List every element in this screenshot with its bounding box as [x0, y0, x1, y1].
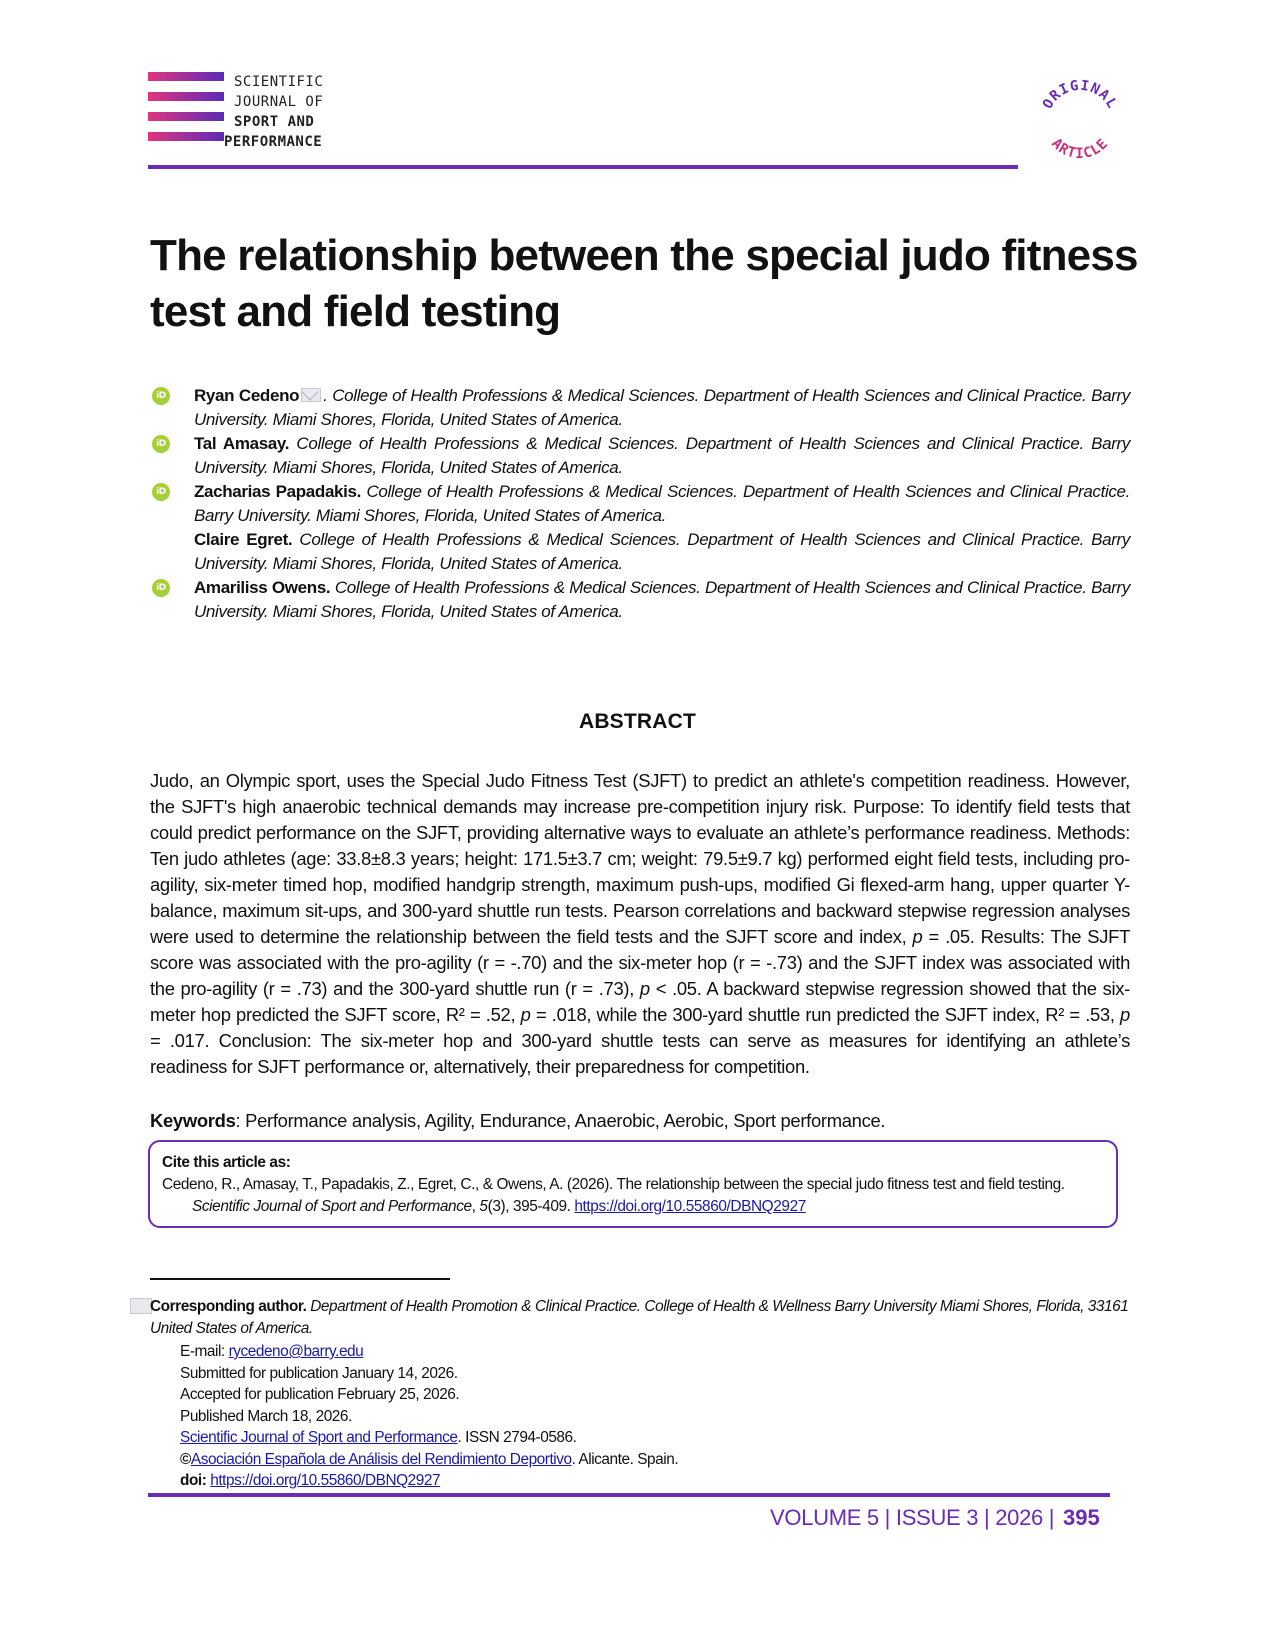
association-link[interactable]: Asociación Española de Análisis del Rendimiento Deportivo: [190, 1450, 572, 1468]
author-affiliation: College of Health Professions & Medical Sciences. Department of Health Sciences and Clinical Practice. Barry University. Miami Shores, Florida, United States of America.: [194, 434, 1130, 477]
issn-text: . ISSN 2794-0586.: [457, 1429, 577, 1446]
author-affiliation: College of Health Professions & Medical Sciences. Department of Health Sciences and Clinical Practice. Barry University. Miami Shores, Florida, United States of America.: [194, 482, 1130, 525]
author-name: Claire Egret.: [194, 530, 293, 549]
logo-line-3: SPORT AND: [234, 114, 315, 130]
citation-box: [148, 1140, 1118, 1228]
author-entry: [150, 576, 1130, 624]
author-affiliation: College of Health Professions & Medical Sciences. Department of Health Sciences and Clinical Practice. Barry University. Miami Shores, Florida, United States of America.: [194, 530, 1130, 573]
abstract-heading: ABSTRACT: [578, 710, 697, 733]
abstract-text: Judo, an Olympic sport, uses the Special Judo Fitness Test (SJFT) to predict an athlete's competition readiness. However, the SJFT's high anaerobic technical demands may increase pre-competition injury risk. Purpose: To identify field tests that could predict performance on the SJFT, providing alternative ways to evaluate an athlete’s performance readiness. Methods: Ten judo athletes (age: 33.8±8.3 years; height: 171.5±3.7 cm; weight: 79.5±9.7 kg) performed eight field tests, including pro-agility, six-meter timed hop, modified handgrip strength, maximum push-ups, modified Gi flexed-arm hang, upper quarter Y-balance, maximum sit-ups, and 300-yard shuttle run tests. Pearson correlations and backward stepwise regression analyses were used to determine the relationship between the field tests and the SJFT score and index,: [150, 770, 1130, 947]
orcid-icon[interactable]: iD: [152, 579, 170, 597]
orcid-icon[interactable]: iD: [152, 435, 170, 453]
orcid-icon[interactable]: iD: [152, 387, 170, 405]
citation-journal: Scientific Journal of Sport and Performance: [192, 1198, 472, 1215]
submitted-line: Submitted for publication January 14, 2026.: [180, 1364, 458, 1382]
svg-text:ORIGINAL: [1040, 78, 1120, 112]
corresponding-affiliation: Department of Health Promotion & Clinical Practice. College of Health & Wellness Barry University Miami Shores, Florida, 33161 United States of America.: [150, 1298, 1129, 1337]
author-name: Ryan Cedeno: [194, 386, 300, 405]
corresponding-author-note: [150, 1296, 1130, 1340]
citation-issue-pages: (3), 395-409.: [487, 1198, 575, 1215]
author-name: Zacharias Papadakis.: [194, 482, 362, 501]
abstract-body: [150, 768, 1130, 1080]
abstract-text: < .05. A backward stepwise regression showed that the six-meter hop predicted the SJFT score, R² = .52,: [150, 978, 1130, 1025]
email-label: E-mail:: [180, 1343, 229, 1360]
envelope-icon[interactable]: [301, 388, 321, 402]
publication-details: [180, 1341, 678, 1492]
abstract-text: = .05. Results: The SJFT score was associated with the pro-agility (r = -.70) and the six-meter hop (r = -.73) and the SJFT index was associated with the pro-agility (r = .73) and the 300-yard shuttle run (r = .73),: [150, 926, 1130, 999]
corresponding-label: Corresponding author.: [150, 1298, 307, 1315]
envelope-icon: [130, 1298, 152, 1314]
author-list: [150, 384, 1130, 624]
accepted-line: Accepted for publication February 25, 2026.: [180, 1386, 460, 1403]
logo-bars-icon: [148, 72, 228, 150]
keywords-label: Keywords: [150, 1110, 236, 1131]
doi-link[interactable]: https://doi.org/10.55860/DBNQ2927: [210, 1472, 441, 1489]
author-name: Tal Amasay.: [194, 434, 290, 453]
article-title: The relationship between the special judo fitness test and field testing: [150, 231, 1138, 336]
footnote-rule: [150, 1278, 450, 1280]
abstract-italic-p: p: [639, 978, 650, 999]
citation-heading: Cite this article as:: [162, 1154, 291, 1171]
author-entry: [150, 528, 1130, 576]
journal-link[interactable]: Scientific Journal of Sport and Performance: [180, 1429, 458, 1446]
copyright-symbol: ©: [180, 1450, 191, 1468]
header-rule: [148, 165, 1018, 169]
footer-rule: [148, 1493, 1110, 1497]
logo-line-2: JOURNAL OF: [234, 94, 324, 110]
abstract-italic-p: p: [912, 926, 923, 947]
badge-top-text: ORIGINAL: [1039, 77, 1121, 112]
page-number: 395: [1063, 1505, 1100, 1530]
doi-label: doi:: [180, 1472, 207, 1489]
citation-line-2: Scientific Journal of Sport and Performance, 5(3), 395-409. https://doi.org/10.55860/DBNQ2927: [192, 1198, 806, 1215]
abstract-italic-p: p: [1120, 1004, 1130, 1025]
abstract-italic-p: p: [520, 1004, 531, 1025]
email-line: [180, 1341, 678, 1363]
keywords-text: : Performance analysis, Agility, Endurance, Anaerobic, Aerobic, Sport performance.: [235, 1110, 886, 1131]
location-text: . Alicante. Spain.: [571, 1450, 679, 1468]
abstract-text: = .018, while the 300-yard shuttle run predicted the SJFT index, R² = .53,: [530, 1004, 1121, 1025]
author-name: Amariliss Owens.: [194, 578, 331, 597]
abstract-text: = .017. Conclusion: The six-meter hop and 300-yard shuttle tests can serve as measures for identifying an athlete’s readiness for SJFT performance or, alternatively, their preparedness for competition.: [150, 1030, 1130, 1077]
email-link[interactable]: rycedeno@barry.edu: [228, 1343, 364, 1360]
badge-bottom-text: ARTICLE: [1048, 135, 1112, 162]
doi-line: [180, 1470, 678, 1492]
author-entry: [150, 432, 1130, 480]
citation-volume: 5: [479, 1198, 488, 1215]
logo-line-4: PERFORMANCE: [224, 134, 323, 150]
keywords: [150, 1108, 1130, 1134]
author-entry: [150, 480, 1130, 528]
citation-doi-link[interactable]: https://doi.org/10.55860/DBNQ2927: [574, 1198, 806, 1215]
published-line: Published March 18, 2026.: [180, 1407, 352, 1425]
issn-line: [180, 1427, 678, 1449]
author-entry: [150, 384, 1130, 432]
original-article-badge: [1030, 70, 1130, 170]
citation-line-1: Cedeno, R., Amasay, T., Papadakis, Z., Egret, C., & Owens, A. (2026). The relationship between the special judo fitness test and field testing.: [162, 1176, 1065, 1193]
author-affiliation: . College of Health Professions & Medical Sciences. Department of Health Sciences and Clinical Practice. Barry University. Miami Shores, Florida, United States of America.: [194, 386, 1130, 429]
orcid-icon[interactable]: iD: [152, 483, 170, 501]
copyright-line: [180, 1449, 678, 1471]
svg-text:ARTICLE: [1048, 136, 1111, 162]
author-affiliation: College of Health Professions & Medical Sciences. Department of Health Sciences and Clinical Practice. Barry University. Miami Shores, Florida, United States of America.: [194, 578, 1130, 621]
logo-line-1: SCIENTIFIC: [234, 74, 324, 90]
volume-issue-text: VOLUME 5 | ISSUE 3 | 2026 |: [770, 1505, 1055, 1530]
